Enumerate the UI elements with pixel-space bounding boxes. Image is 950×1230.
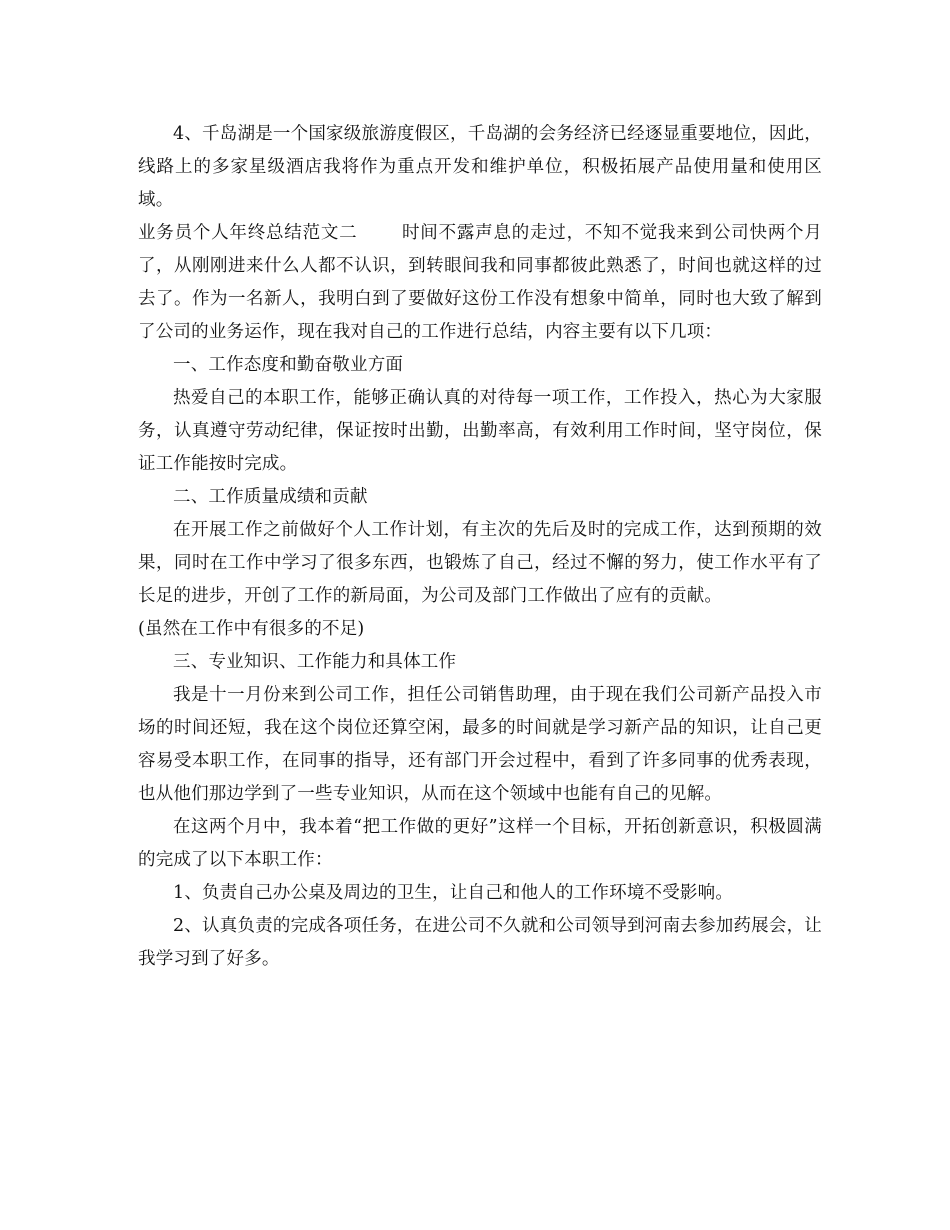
heading: 一、工作态度和勤奋敬业方面 — [173, 355, 404, 375]
heading: 二、工作质量成绩和贡献 — [173, 487, 368, 507]
paragraph: 在这两个月中，我本着“把工作做的更好”这样一个目标，开拓创新意识，积极圆满的完成了以下本职工作： — [138, 817, 822, 870]
paragraph: 时间不露声息的走过，不知不觉我来到公司快两个月了，从刚刚进来什么人都不认识，到转眼间我和同事都彼此熟悉了，时间也就这样的过去了。作为一名新人，我明白到了要做好这份工作没有想象中简单，同时也大致了解到了公司的业务运作，现在我对自己的工作进行总结，内容主要有以下几项： — [138, 223, 822, 342]
paragraph: 4、千岛湖是一个国家级旅游度假区，千岛湖的会务经济已经逐显重要地位，因此，线路上的多家星级酒店我将作为重点开发和维护单位，积极拓展产品使用量和使用区域。 — [138, 124, 822, 210]
heading: 三、专业知识、工作能力和具体工作 — [173, 652, 457, 672]
list-item: 2、认真负责的完成各项任务，在进公司不久就和公司领导到河南去参加药展会，让我学习到了好多。 — [138, 916, 822, 969]
list-item: 1、负责自己办公桌及周边的卫生，让自己和他人的工作环境不受影响。 — [173, 883, 734, 903]
paragraph-note: (虽然在工作中有很多的不足) — [138, 619, 365, 639]
paragraph: 我是十一月份来到公司工作，担任公司销售助理，由于现在我们公司新产品投入市场的时间还短，我在这个岗位还算空闲，最多的时间就是学习新产品的知识，让自己更容易受本职工作，在同事的指导，还有部门开会过程中，看到了许多同事的优秀表现，也从他们那边学到了一些专业知识，从而在这个领域中也能有自己的见解。 — [138, 685, 822, 804]
section-title: 业务员个人年终总结范文二 — [138, 223, 358, 243]
document-body — [138, 118, 822, 976]
paragraph: 在开展工作之前做好个人工作计划，有主次的先后及时的完成工作，达到预期的效果，同时在工作中学习了很多东西，也锻炼了自己，经过不懈的努力，使工作水平有了长足的进步，开创了工作的新局面，为公司及部门工作做出了应有的贡献。 — [138, 520, 822, 606]
paragraph: 热爱自己的本职工作，能够正确认真的对待每一项工作，工作投入，热心为大家服务，认真遵守劳动纪律，保证按时出勤，出勤率高，有效利用工作时间，坚守岗位，保证工作能按时完成。 — [138, 388, 822, 474]
section-title-paragraph — [138, 217, 822, 349]
